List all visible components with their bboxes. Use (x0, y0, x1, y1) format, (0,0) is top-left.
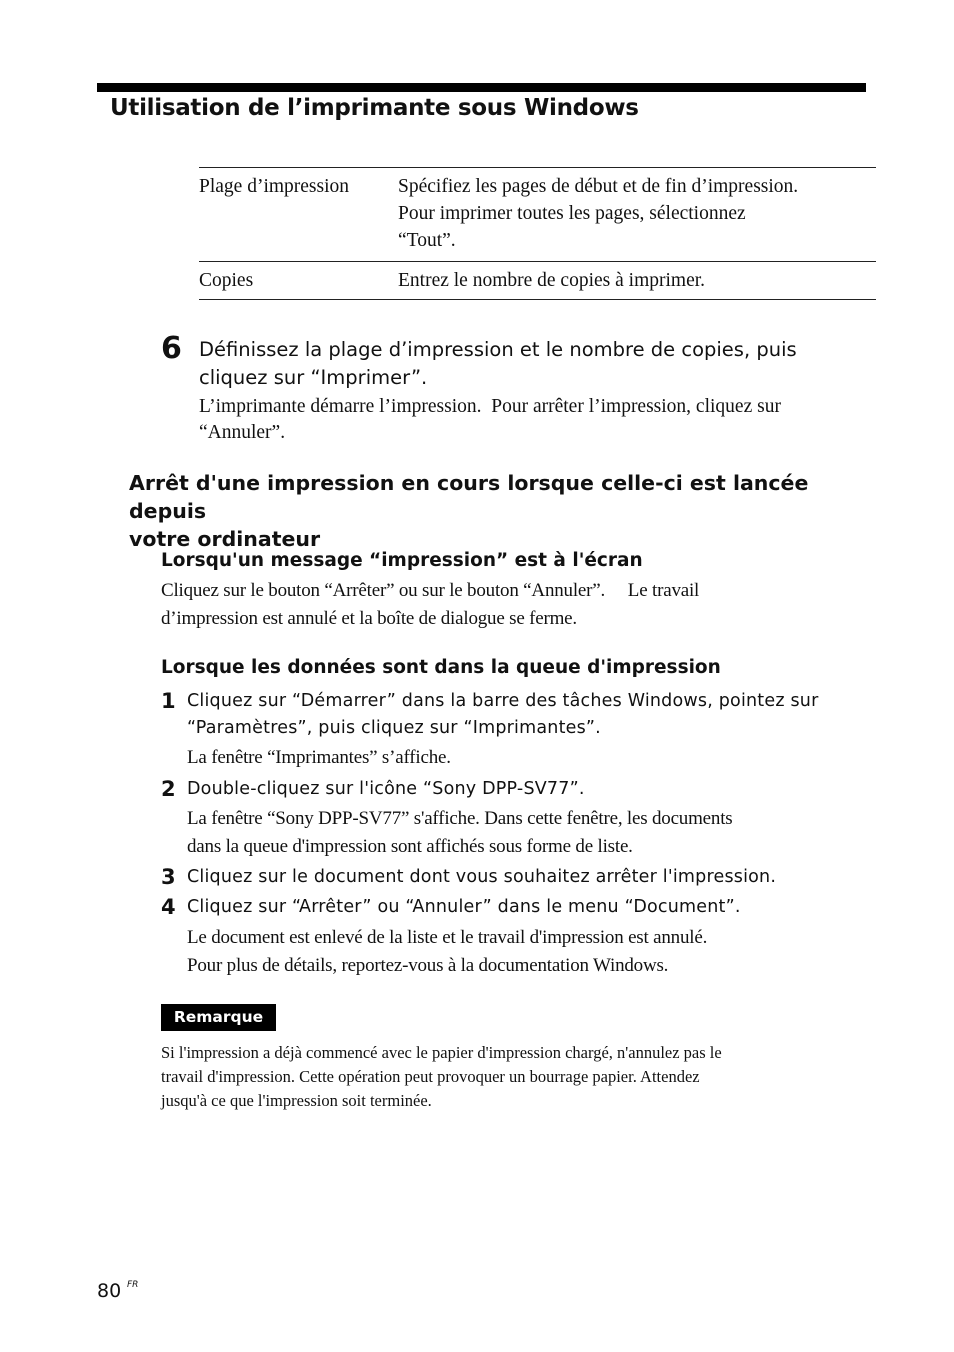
step-number-3: 3 (161, 865, 176, 889)
page-title: Utilisation de l’imprimante sous Windows (110, 95, 639, 121)
header-rule (97, 83, 866, 92)
subheading-print-queue: Lorsque les données sont dans la queue d'impression (161, 657, 721, 678)
step-2-instruction (187, 776, 877, 803)
note-line: Pour plus de détails, reportez-vous à la documentation Windows. (187, 955, 669, 976)
heading-line: Arrêt d'une impression en cours lorsque celle-ci est lancée depuis (129, 471, 809, 523)
step-2-note (187, 805, 827, 861)
step-3-instruction (187, 864, 877, 891)
table-cell-label: Copies (199, 270, 254, 291)
step-4-note (187, 924, 827, 980)
instruction-line: Cliquez sur “Arrêter” ou “Annuler” dans le menu “Document”. (187, 897, 741, 917)
remark-text (161, 1041, 861, 1113)
instruction-line: Définissez la plage d’impression et le nombre de copies, puis (199, 338, 797, 361)
table-cell-line: “Tout”. (398, 230, 456, 251)
note-line: “Annuler”. (199, 422, 286, 443)
note-line: La fenêtre “Sony DPP-SV77” s'affiche. Dans cette fenêtre, les documents (187, 808, 733, 829)
section-heading (129, 469, 889, 553)
table-cell-value (398, 262, 876, 300)
remark-line: Si l'impression a déjà commencé avec le papier d'impression chargé, n'annulez pas le (161, 1043, 722, 1062)
note-line: Le document est enlevé de la liste et le travail d'impression est annulé. (187, 927, 708, 948)
table-cell-line: Spécifiez les pages de début et de fin d’impression. (398, 176, 799, 197)
step-6-instruction (199, 336, 879, 392)
step-1-note (187, 744, 827, 772)
step-number-2: 2 (161, 777, 176, 801)
instruction-line: Double-cliquez sur l'icône “Sony DPP-SV77”. (187, 779, 585, 799)
step-1-instruction (187, 688, 877, 742)
settings-table (199, 167, 876, 300)
step-6-note (199, 394, 889, 446)
subheading-message-on-screen: Lorsqu'un message “impression” est à l'écran (161, 550, 643, 571)
heading-line: votre ordinateur (129, 527, 321, 551)
table-cell-line: Pour imprimer toutes les pages, sélectionnez (398, 203, 746, 224)
table-cell-label: Plage d’impression (199, 176, 350, 197)
note-line: dans la queue d'impression sont affichés sous forme de liste. (187, 836, 633, 857)
step-number-6: 6 (161, 331, 182, 366)
instruction-line: cliquez sur “Imprimer”. (199, 366, 428, 389)
remark-line: travail d'impression. Cette opération peut provoquer un bourrage papier. Attendez (161, 1067, 700, 1086)
remark-line: jusqu'à ce que l'impression soit terminée. (161, 1091, 432, 1110)
subsection-1-text (161, 577, 821, 633)
step-number-1: 1 (161, 689, 176, 713)
page-language-code: FR (127, 1280, 139, 1290)
page-number: 80 (97, 1280, 122, 1302)
table-row (199, 168, 876, 262)
note-line: L’imprimante démarre l’impression. Pour arrêter l’impression, cliquez sur (199, 396, 781, 417)
text-line: d’impression est annulé et la boîte de dialogue se ferme. (161, 608, 577, 629)
table-cell-line: Entrez le nombre de copies à imprimer. (398, 270, 706, 291)
instruction-line: Cliquez sur “Démarrer” dans la barre des tâches Windows, pointez sur (187, 691, 819, 711)
table-row (199, 262, 876, 300)
text-line: Cliquez sur le bouton “Arrêter” ou sur le bouton “Annuler”. Le travail (161, 580, 700, 601)
remark-badge: Remarque (161, 1004, 276, 1031)
table-cell-value (398, 168, 876, 262)
step-4-instruction (187, 894, 877, 921)
note-line: La fenêtre “Imprimantes” s’affiche. (187, 747, 451, 768)
step-number-4: 4 (161, 895, 176, 919)
instruction-line: Cliquez sur le document dont vous souhaitez arrêter l'impression. (187, 867, 777, 887)
instruction-line: “Paramètres”, puis cliquez sur “Imprimantes”. (187, 718, 601, 738)
